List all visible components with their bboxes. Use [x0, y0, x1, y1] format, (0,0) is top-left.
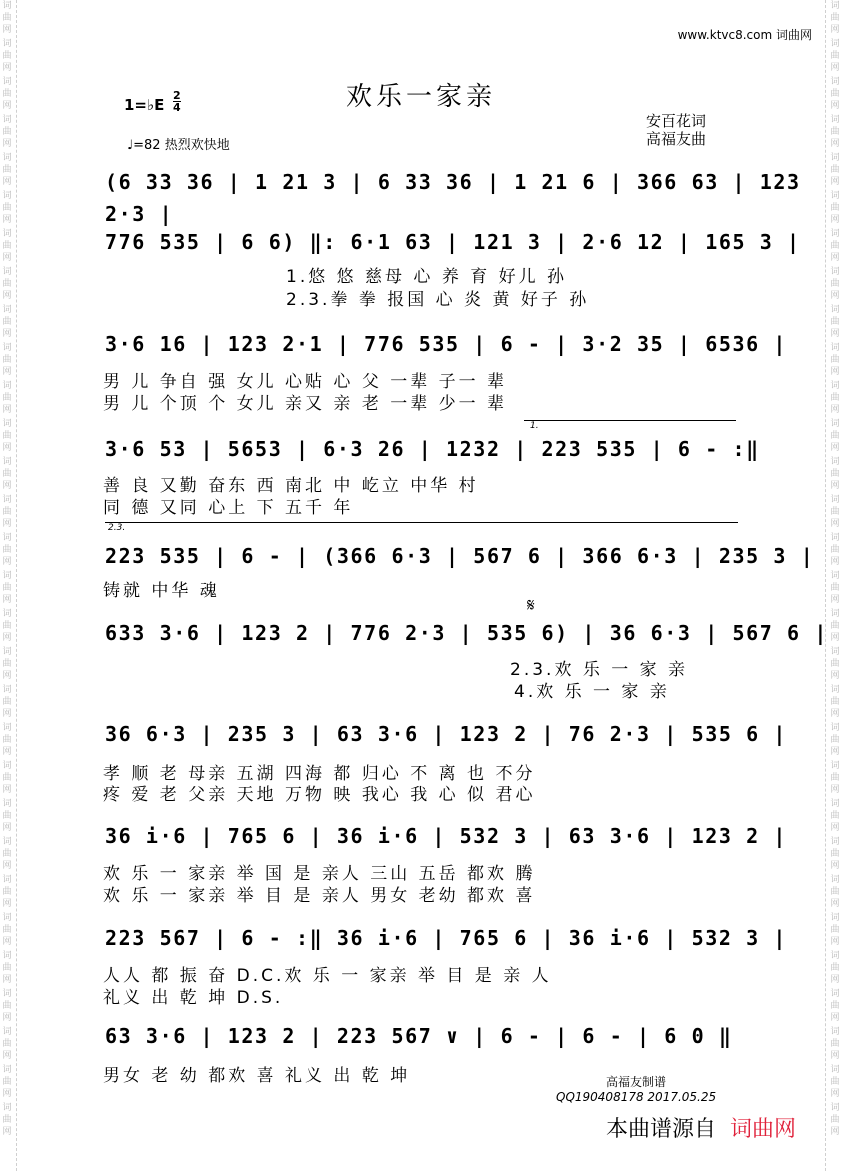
watermark-text: 词 曲 网: [830, 381, 840, 415]
watermark-text: 词 曲 网: [2, 723, 12, 757]
watermark-text: 词 曲 网: [830, 875, 840, 909]
score-maker: 高福友制谱: [606, 1075, 667, 1089]
music-line-3: 3·6 16 | 123 2·1 | 776 535 | 6 - | 3·2 35 | 6536 |: [105, 332, 788, 356]
watermark-text: 词 曲 网: [2, 761, 12, 795]
watermark-text: 词 曲 网: [2, 799, 12, 833]
time-signature: [173, 90, 181, 113]
composer-credit: 高福友曲: [646, 130, 707, 148]
watermark-text: 词 曲 网: [2, 381, 12, 415]
watermark-text: 词 曲 网: [830, 191, 840, 225]
lyric-line: 男 儿 争自 强 女儿 心贴 心 父 一辈 子一 辈: [103, 372, 508, 392]
watermark-text: 词 曲 网: [830, 989, 840, 1023]
watermark-text: 词 曲 网: [830, 419, 840, 453]
watermark-text: 词 曲 网: [830, 343, 840, 377]
watermark-text: 词 曲 网: [830, 837, 840, 871]
music-line-4: 3·6 53 | 5653 | 6·3 26 | 1232 | 223 535 | 6 - :‖: [105, 437, 760, 461]
watermark-text: 词 曲 网: [2, 1, 12, 35]
watermark-text: 词 曲 网: [2, 609, 12, 643]
watermark-text: 词 曲 网: [2, 115, 12, 149]
watermark-text: 词 曲 网: [830, 153, 840, 187]
lyric-line: 男女 老 幼 都欢 喜 礼义 出 乾 坤: [103, 1066, 411, 1086]
music-line-2: 776 535 | 6 6) ‖: 6·1 63 | 121 3 | 2·6 12 | 165 3 |: [105, 230, 801, 254]
watermark-text: 词 曲 网: [830, 799, 840, 833]
watermark-text: 词 曲 网: [830, 951, 840, 985]
volta-bracket-1: [524, 420, 736, 421]
footer-brand-link[interactable]: 词曲网: [729, 1117, 796, 1142]
lyric-line: 善 良 又勤 奋东 西 南北 中 屹立 中华 村: [103, 476, 479, 496]
lyric-line: 孝 顺 老 母亲 五湖 四海 都 归心 不 离 也 不分: [103, 764, 536, 784]
music-line-9: 223 567 | 6 - :‖ 36 i·6 | 765 6 | 36 i·6 | 532 3 |: [105, 926, 788, 950]
watermark-text: 词 曲 网: [2, 457, 12, 491]
watermark-text: 词 曲 网: [2, 1103, 12, 1137]
watermark-text: 词 曲 网: [830, 77, 840, 111]
lyric-line: 1.悠 悠 慈母 心 养 育 好儿 孙: [286, 267, 568, 287]
footer-text: 本曲谱源自: [605, 1117, 716, 1142]
watermark-text: 词 曲 网: [830, 457, 840, 491]
source-footer: [606, 1112, 796, 1143]
volta-bracket-23: [105, 522, 738, 523]
watermark-text: 词 曲 网: [830, 229, 840, 263]
watermark-text: 词 曲 网: [830, 685, 840, 719]
lyric-line: 欢 乐 一 家亲 举 目 是 亲人 男女 老幼 都欢 喜: [103, 886, 536, 906]
volta-1-label: 1.: [530, 421, 539, 431]
watermark-text: 词 曲 网: [2, 571, 12, 605]
lyric-line: 男 儿 个顶 个 女儿 亲又 亲 老 一辈 少一 辈: [103, 394, 508, 414]
watermark-text: 词 曲 网: [830, 571, 840, 605]
left-watermark-strip: [0, 0, 14, 1171]
watermark-text: 词 曲 网: [830, 1, 840, 35]
watermark-text: 词 曲 网: [2, 875, 12, 909]
watermark-text: 词 曲 网: [2, 647, 12, 681]
watermark-text: 词 曲 网: [830, 723, 840, 757]
watermark-text: 词 曲 网: [830, 1103, 840, 1137]
lyricist-credit: 安百花词: [646, 112, 707, 130]
segno-sign: 𝄋: [527, 595, 535, 616]
watermark-text: 词 曲 网: [830, 609, 840, 643]
watermark-text: 词 曲 网: [2, 913, 12, 947]
lyric-line: 2.3.拳 拳 报国 心 炎 黄 好子 孙: [286, 290, 590, 310]
watermark-text: 词 曲 网: [830, 1065, 840, 1099]
lyric-line: 礼义 出 乾 坤 D.S.: [103, 988, 284, 1008]
watermark-text: 词 曲 网: [2, 343, 12, 377]
lyric-line: 2.3.欢 乐 一 家 亲: [510, 660, 689, 680]
watermark-text: 词 曲 网: [2, 77, 12, 111]
watermark-text: 词 曲 网: [830, 1027, 840, 1061]
music-line-1: (6 33 36 | 1 21 3 | 6 33 36 | 1 21 6 | 366 63 | 123 2·3 |: [105, 170, 801, 226]
watermark-text: 词 曲 网: [2, 267, 12, 301]
watermark-text: 词 曲 网: [2, 685, 12, 719]
watermark-text: 词 曲 网: [2, 191, 12, 225]
time-signature-top: 2: [173, 89, 181, 102]
key-signature: 1=♭E: [124, 96, 165, 114]
watermark-text: 词 曲 网: [2, 229, 12, 263]
watermark-text: 词 曲 网: [2, 951, 12, 985]
watermark-text: 词 曲 网: [830, 913, 840, 947]
lyric-line: 疼 爱 老 父亲 天地 万物 映 我心 我 心 似 君心: [103, 785, 536, 805]
watermark-text: 词 曲 网: [2, 1065, 12, 1099]
lyric-line: 人人 都 振 奋 D.C.欢 乐 一 家亲 举 目 是 亲 人: [103, 966, 552, 986]
lyric-line: 同 德 又同 心上 下 五千 年: [103, 498, 354, 518]
watermark-text: 词 曲 网: [830, 39, 840, 73]
music-line-8: 36 i·6 | 765 6 | 36 i·6 | 532 3 | 63 3·6 | 123 2 |: [105, 824, 788, 848]
watermark-text: 词 曲 网: [830, 761, 840, 795]
site-url-header[interactable]: www.ktvc8.com 词曲网: [677, 28, 812, 42]
watermark-text: 词 曲 网: [2, 305, 12, 339]
watermark-text: 词 曲 网: [830, 533, 840, 567]
watermark-text: 词 曲 网: [830, 495, 840, 529]
music-line-5: 223 535 | 6 - | (366 6·3 | 567 6 | 366 6·3 | 235 3 |: [105, 544, 815, 568]
watermark-text: 词 曲 网: [2, 153, 12, 187]
music-line-7: 36 6·3 | 235 3 | 63 3·6 | 123 2 | 76 2·3 | 535 6 |: [105, 722, 788, 746]
watermark-text: 词 曲 网: [2, 1027, 12, 1061]
watermark-text: 词 曲 网: [2, 39, 12, 73]
maker-contact-date: QQ190408178 2017.05.25: [556, 1090, 717, 1104]
watermark-text: 词 曲 网: [830, 115, 840, 149]
volta-23-label: 2.3.: [108, 523, 126, 533]
tempo-marking: ♩=82 热烈欢快地: [127, 138, 230, 153]
watermark-text: 词 曲 网: [830, 267, 840, 301]
watermark-text: 词 曲 网: [2, 533, 12, 567]
lyric-line: 铸就 中华 魂: [103, 581, 220, 601]
watermark-text: 词 曲 网: [2, 495, 12, 529]
watermark-text: 词 曲 网: [830, 647, 840, 681]
watermark-text: 词 曲 网: [2, 837, 12, 871]
song-title: 欢乐一家亲: [345, 82, 496, 112]
left-dashed-border: [16, 0, 17, 1171]
music-line-6: 633 3·6 | 123 2 | 776 2·3 | 535 6) | 36 6·3 | 567 6 |: [105, 621, 828, 645]
time-signature-bottom: 4: [173, 101, 181, 114]
lyric-line: 4.欢 乐 一 家 亲: [514, 682, 670, 702]
lyric-line: 欢 乐 一 家亲 举 国 是 亲人 三山 五岳 都欢 腾: [103, 864, 536, 884]
watermark-text: 词 曲 网: [2, 419, 12, 453]
watermark-text: 词 曲 网: [2, 989, 12, 1023]
watermark-text: 词 曲 网: [830, 305, 840, 339]
music-line-10: 63 3·6 | 123 2 | 223 567 ∨ | 6 - | 6 - | 6 0 ‖: [105, 1024, 733, 1048]
